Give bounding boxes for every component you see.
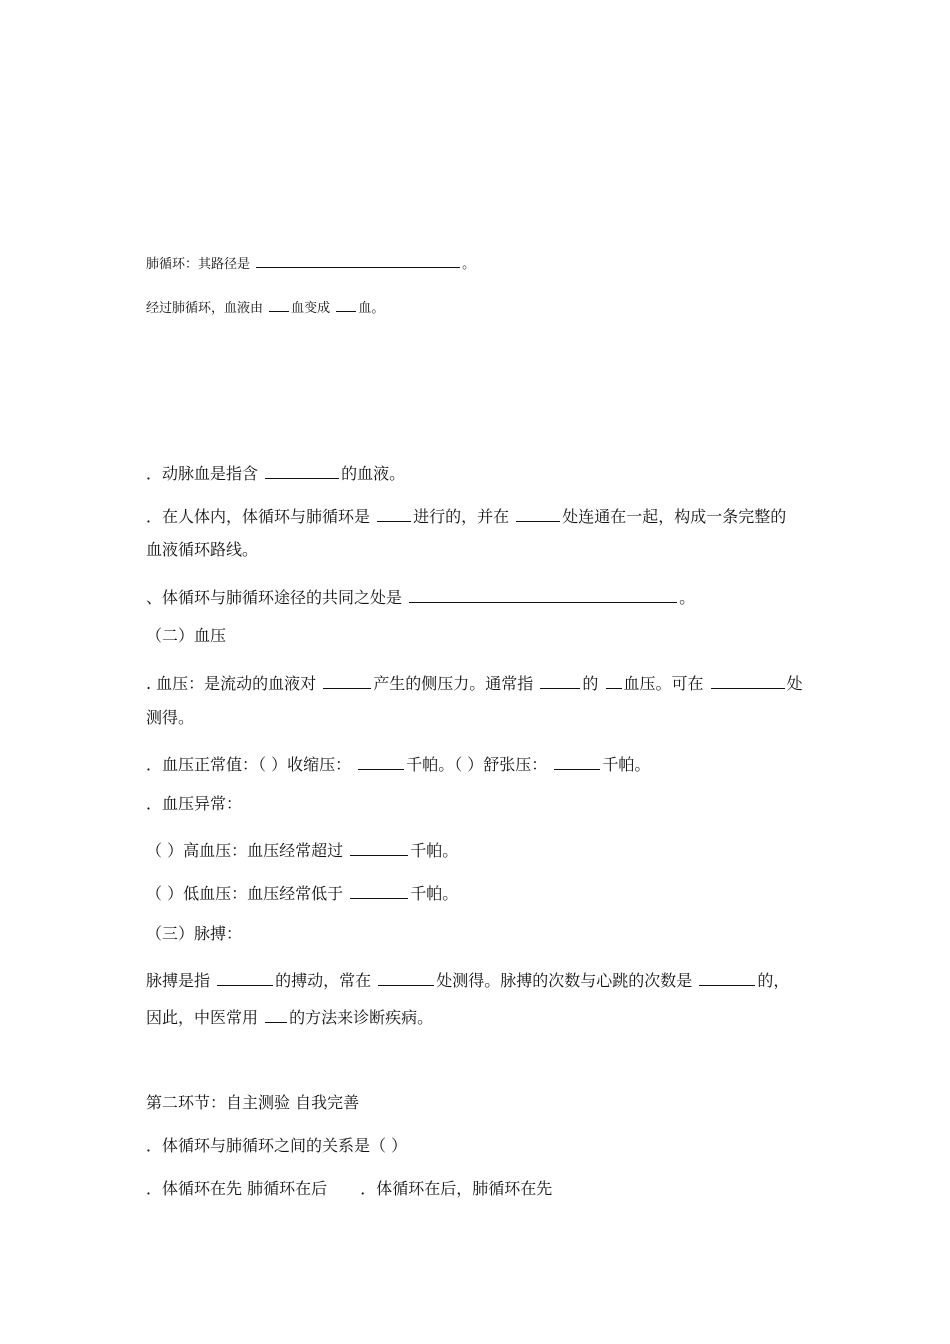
blank-pulse-where[interactable]	[378, 969, 434, 986]
blank-hypotension[interactable]	[350, 882, 408, 899]
text: 脉搏是指	[146, 971, 211, 990]
blank-pulse-what[interactable]	[217, 969, 273, 986]
text: ．动脉血是指含	[146, 464, 259, 483]
blank-pulse-relation[interactable]	[699, 969, 755, 986]
text: 千帕。	[410, 884, 459, 903]
text: 处	[786, 674, 803, 693]
text: 的	[582, 674, 599, 693]
text: 处连通在一起，构成一条完整的	[562, 507, 787, 526]
text: 测得。	[146, 708, 195, 727]
section-self-test	[146, 1095, 359, 1111]
text: 。	[679, 588, 696, 607]
blank-bp-type[interactable]	[606, 672, 622, 689]
section-blood-pressure	[146, 628, 226, 644]
text: 。	[462, 257, 476, 272]
text: 进行的，并在	[413, 507, 510, 526]
line-hypotension	[146, 882, 458, 902]
text: ．血压正常值：（ ）收缩压：	[146, 755, 352, 774]
blank-bp-place[interactable]	[711, 672, 785, 689]
question-options	[146, 1181, 552, 1197]
text: 肺循环：其路径是	[146, 257, 251, 272]
line-blood-change	[146, 298, 384, 315]
line-circulation-connect	[146, 505, 786, 525]
line-hypertension	[146, 839, 458, 859]
blank-pulmonary-path[interactable]	[256, 254, 460, 268]
text: 的血液。	[341, 464, 406, 483]
line-pulse-def	[146, 969, 789, 989]
text: （ ）高血压：血压经常超过	[146, 841, 344, 860]
question-relation	[146, 1138, 407, 1154]
blank-blood-from[interactable]	[269, 298, 289, 312]
text: 因此，中医常用	[146, 1008, 259, 1027]
text: . 血压：是流动的血液对	[146, 674, 317, 693]
text: 血压。可在	[623, 674, 704, 693]
line-arterial-blood	[146, 462, 405, 482]
text: 千帕。（ ）舒张压：	[406, 755, 548, 774]
text: 血。	[358, 301, 385, 316]
line-common-point	[146, 586, 695, 606]
blank-simultaneous[interactable]	[377, 505, 411, 522]
text: 经过肺循环，血液由	[146, 301, 264, 316]
line-bp-normal	[146, 753, 650, 773]
blank-bp-target[interactable]	[323, 672, 371, 689]
blank-systolic[interactable]	[358, 753, 404, 770]
line-chinese-medicine	[146, 1006, 433, 1026]
section-title: 第二环节：自主测验 自我完善	[146, 1093, 360, 1112]
question-text: ．体循环与肺循环之间的关系是（ ）	[146, 1136, 408, 1155]
text: ．在人体内，体循环与肺循环是	[146, 507, 371, 526]
line-circulation-route	[146, 542, 258, 558]
option-b[interactable]: ．体循环在后，肺循环在先	[360, 1179, 553, 1198]
text: 处测得。脉搏的次数与心跳的次数是	[436, 971, 693, 990]
line-pulmonary-path	[146, 254, 475, 271]
blank-diastolic[interactable]	[554, 753, 600, 770]
text: 、体循环与肺循环途径的共同之处是	[146, 588, 403, 607]
blank-common[interactable]	[409, 586, 677, 603]
section-title: （三）脉搏：	[146, 924, 243, 943]
section-pulse	[146, 926, 242, 942]
line-bp-abnormal	[146, 796, 242, 812]
blank-method[interactable]	[265, 1006, 287, 1023]
blank-hypertension[interactable]	[350, 839, 408, 856]
text: 千帕。	[602, 755, 651, 774]
blank-arterial[interactable]	[265, 462, 339, 479]
blank-bp-refer[interactable]	[540, 672, 580, 689]
text: 的方法来诊断疾病。	[289, 1008, 434, 1027]
blank-connect-place[interactable]	[516, 505, 560, 522]
text: ．血压异常：	[146, 794, 243, 813]
text: 产生的侧压力。通常指	[373, 674, 534, 693]
text: 的，	[757, 971, 790, 990]
section-title: （二）血压	[146, 626, 227, 645]
text: 千帕。	[410, 841, 459, 860]
option-a[interactable]: ．体循环在先 肺循环在后	[146, 1179, 328, 1198]
line-measured	[146, 710, 194, 726]
line-blood-pressure-def	[146, 672, 803, 692]
text: 血液循环路线。	[146, 540, 259, 559]
text: 血变成	[291, 301, 331, 316]
text: 的搏动，常在	[275, 971, 372, 990]
blank-blood-to[interactable]	[336, 298, 356, 312]
text: （ ）低血压：血压经常低于	[146, 884, 344, 903]
